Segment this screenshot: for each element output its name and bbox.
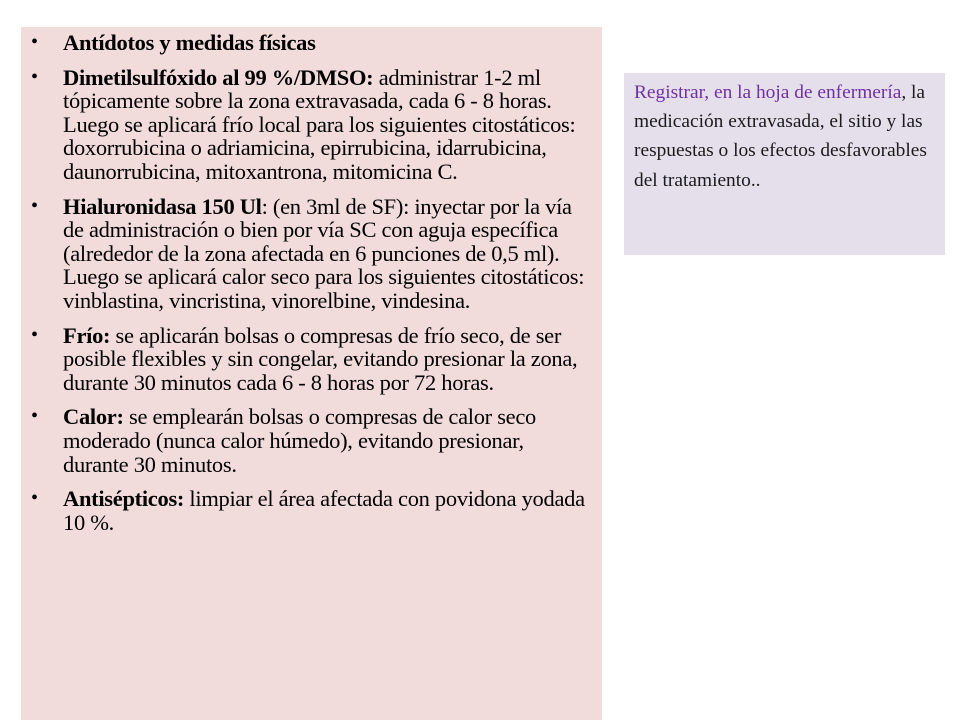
note-text: , la medicación extravasada, el sitio y las respuestas o los efectos desfavorables del tratamiento..: [634, 82, 927, 191]
bullet-icon: •: [31, 487, 38, 510]
item-heading: Dimetilsulfóxido al 99 %/DMSO:: [63, 64, 374, 90]
nursing-record-note: [624, 73, 945, 255]
item-text: se aplicarán bolsas o compresas de frío seco, de ser posible flexibles y sin congelar, evitando presionar la zona, durante 30 minutos cada 6 - 8 horas por 72 horas.: [63, 322, 578, 395]
antidotes-list: [25, 31, 586, 534]
item-heading: Frío:: [63, 322, 111, 348]
item-text: limpiar el área afectada con povidona yodada 10 %.: [63, 486, 585, 535]
item-heading: Calor:: [63, 404, 124, 430]
item-heading: Antisépticos:: [63, 486, 185, 512]
bullet-icon: •: [31, 323, 38, 346]
item-text: : (en 3ml de SF): inyectar por la vía de administración o bien por vía SC con aguja específica (alrededor de la zona afectada en 6 punciones de 0,5 ml). Luego se aplicará calor seco para los siguientes citostáticos: vinblastina, vincristina, vinorelbine, vindesina.: [63, 193, 585, 313]
bullet-icon: •: [31, 405, 38, 428]
bullet-icon: •: [31, 65, 38, 88]
item-text: se emplearán bolsas o compresas de calor seco moderado (nunca calor húmedo), evitando presionar, durante 30 minutos.: [63, 404, 536, 477]
list-item-antidotos-header: [25, 31, 586, 55]
list-item-calor: [25, 405, 586, 476]
antidotes-panel: [21, 27, 602, 720]
list-item-hialuronidasa: [25, 195, 586, 313]
list-item-dmso: [25, 66, 586, 184]
bullet-icon: •: [31, 31, 38, 53]
list-item-antisepticos: [25, 487, 586, 534]
bullet-icon: •: [31, 194, 38, 217]
note-highlight: Registrar, en la hoja de enfermería: [634, 82, 902, 103]
item-text: administrar 1-2 ml tópicamente sobre la zona extravasada, cada 6 - 8 horas. Luego se aplicará frío local para los siguientes citostáticos: doxorrubicina o adriamicina, epirrubicina, idarrubicina, daunorrubicina, mitoxantrona, mitomicina C.: [63, 64, 576, 184]
item-heading: Hialuronidasa 150 Ul: [63, 193, 262, 219]
list-item-frio: [25, 324, 586, 395]
item-heading: Antídotos y medidas físicas: [63, 30, 316, 55]
